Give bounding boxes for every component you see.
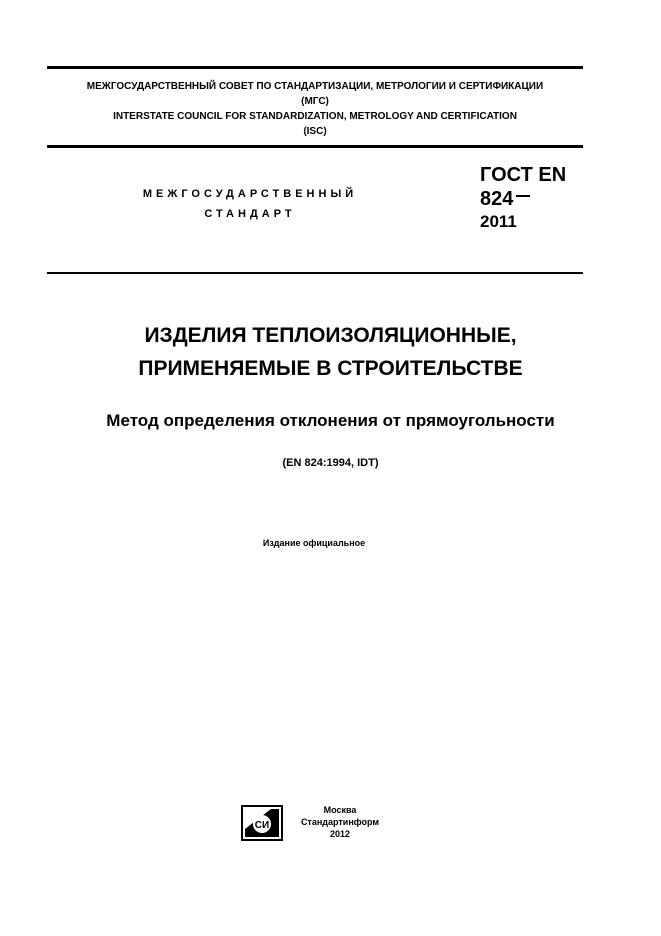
standard-year: 2011 [480, 212, 517, 231]
document-title [40, 319, 621, 385]
title-line-2: ПРИМЕНЯЕМЫЕ В СТРОИТЕЛЬСТВЕ [138, 357, 523, 380]
council-name-en: INTERSTATE COUNCIL FOR STANDARDIZATION, METROLOGY AND CERTIFICATION [113, 111, 517, 122]
middle-rule [47, 145, 583, 148]
council-abbr-ru: (МГС) [301, 96, 329, 107]
standard-type-line2: СТАНДАРТ [204, 208, 296, 220]
bottom-rule [47, 272, 583, 274]
publication-year: 2012 [329, 829, 351, 839]
standard-type-line1: МЕЖГОСУДАРСТВЕННЫЙ [142, 188, 358, 200]
council-name-ru: МЕЖГОСУДАРСТВЕННЫЙ СОВЕТ ПО СТАНДАРТИЗАЦИИ, МЕТРОЛОГИИ И СЕРТИФИКАЦИИ [86, 81, 544, 92]
edition-note: Издание официальное [262, 538, 366, 548]
number-dash [516, 195, 530, 197]
standard-type-label [100, 184, 400, 224]
publisher-city: Москва [323, 805, 357, 815]
standard-designation [480, 163, 566, 233]
standartinform-logo [241, 805, 283, 841]
standard-code: ГОСТ EN [480, 164, 567, 186]
publisher-block [296, 804, 384, 840]
publisher-name: Стандартинформ [300, 817, 380, 827]
council-header [47, 79, 583, 139]
council-abbr-en: (ISC) [303, 126, 327, 137]
top-rule [47, 66, 583, 69]
logo-lettering: СИ [254, 820, 270, 831]
document-subtitle: Метод определения отклонения от прямоугольности [106, 411, 555, 430]
standard-number: 824 [480, 188, 514, 210]
title-line-1: ИЗДЕЛИЯ ТЕПЛОИЗОЛЯЦИОННЫЕ, [144, 324, 517, 347]
standard-number-line [480, 187, 566, 211]
en-reference: (EN 824:1994, IDT) [282, 457, 379, 469]
